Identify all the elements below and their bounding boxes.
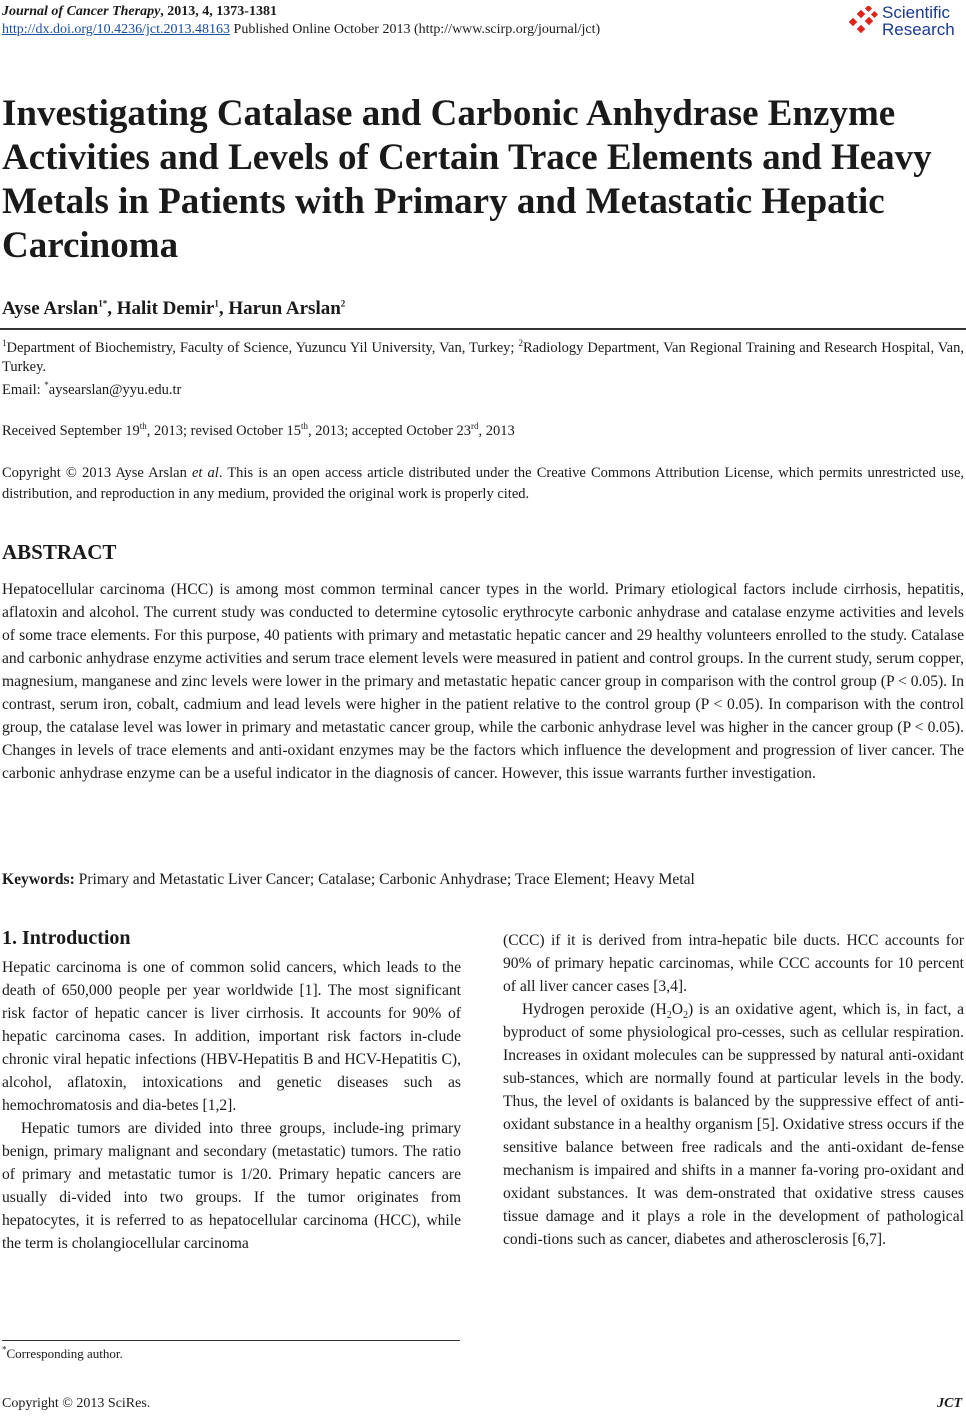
copyright-post: . This is an open access article distributed under the Creative Commons Attribution License, which permits unrestricted use, distribution, and reproduction in any medium, provided the original work is properly cited. (2, 465, 964, 502)
p4-sub-2: 2 (683, 1010, 689, 1022)
p4-part-c: ) is an oxidative agent, which is, in fact, a byproduct of some physiological pro-cesses, such as cellular respiration. Increases in oxidant molecules can be suppressed by natural anti-oxidant sub-stances, which are normally found at particular levels in the body. Thus, the level of oxidants is balanced by the suppressive effect of anti-oxidant substance in a healthy organism [5]. Oxidative stress occurs if the sensitive balance between free radicals and the anti-oxidant de-fense mechanism is impaired and shifts in a manner fa-voring pro-oxidant and oxidant substances. It was dem-onstrated that oxidative stress causes tissue damage and it plays a role in the development of pathological condi-tions such as cancer, diabetes and atherosclerosis [6,7]. (503, 1001, 964, 1248)
author-1-sup: 1* (98, 298, 108, 309)
affiliations (2, 339, 964, 377)
copyright-etal: et al (191, 465, 219, 481)
accepted-sup: rd (471, 421, 479, 432)
copyright-pre: Copyright © 2013 Ayse Arslan (2, 465, 192, 481)
author-divider (0, 328, 966, 330)
email-sup: * (44, 380, 49, 391)
logo-text (882, 4, 955, 38)
email-address[interactable]: aysearslan@yyu.edu.tr (48, 382, 182, 398)
footnote-sup: * (2, 1344, 7, 1355)
intro-heading: 1. Introduction (2, 927, 131, 949)
doi-link[interactable]: http://dx.doi.org/10.4236/jct.2013.48163 (2, 22, 231, 37)
author-2: , Halit Demir (107, 298, 215, 319)
dates-end: , 2013 (478, 423, 515, 439)
published-online: Published Online October 2013 (http://www.scirp.org/journal/jct) (230, 22, 601, 37)
revised-date: , 2013; revised October 15 (146, 423, 301, 439)
email-label: Email: (2, 382, 45, 398)
intro-paragraph-1: Hepatic carcinoma is one of common solid cancers, which leads to the death of 650,000 people per year worldwide [1]. The most significant risk factor of hepatic cancer is liver cirrhosis. It accounts for 90% of hepatic carcinoma cases. In addition, important risk factors in-clude chronic viral hepatic infections (HBV-Hepatitis B and HCV-Hepatitis C), alcohol, aflatoxin, intoxications and genetic diseases such as hemochromatosis and dia-betes [1,2]. (2, 959, 461, 1114)
article-title: Investigating Catalase and Carbonic Anhydrase Enzyme Activities and Levels of Certain Trace Elements and Heavy Metals in Patients with Primary and Metastatic Hepatic Carcinoma (2, 93, 932, 266)
footnote (2, 1346, 123, 1362)
email-line (2, 382, 181, 399)
copyright-notice (2, 463, 964, 505)
p4-part-a: Hydrogen peroxide (H (522, 1001, 667, 1018)
aff-1: Department of Biochemistry, Faculty of Science, Yuzuncu Yil University, Van, Turkey; (6, 340, 519, 356)
footer-journal: JCT (937, 1396, 962, 1411)
article-dates (2, 423, 515, 440)
aff-2: Radiology Department, Van Regional Training and Research Hospital, Van, Turkey. (2, 340, 964, 375)
page-header (2, 0, 962, 39)
intro-paragraph-2: Hepatic tumors are divided into three groups, include-ing primary benign, primary malignant and secondary (metastatic) tumors. The ratio of primary and metastatic tumor is 1/20. Primary hepatic cancers are usually di-vided into two groups. If the tumor originates from hepatocytes, it is referred to as hepatocellular carcinoma (HCC), while the term is cholangiocellular carcinoma (2, 1120, 461, 1252)
journal-name: Journal of Cancer Therapy (2, 4, 161, 19)
p4-sub-1: 2 (666, 1010, 672, 1022)
logo-mark-icon (848, 6, 878, 36)
author-3: , Harun Arslan (218, 298, 341, 319)
abstract-heading: ABSTRACT (2, 540, 117, 564)
received-sup: th (139, 421, 147, 432)
footer-copyright: Copyright © 2013 SciRes. (2, 1396, 151, 1411)
p4-part-b: O (671, 1001, 684, 1018)
abstract-text: Hepatocellular carcinoma (HCC) is among most common terminal cancer types in the world. Primary etiological factors include cirrhosis, hepatitis, aflatoxin and alcohol. The current study was conducted to determine cytosolic erythrocyte carbonic anhydrase and catalase enzyme activities and levels of some trace elements. For this purpose, 40 patients with primary and metastatic hepatic cancer and 29 healthy volunteers enrolled to the study. Catalase and carbonic anhydrase enzyme activities and serum trace element levels were measured in patient and control groups. In the current study, serum copper, magnesium, manganese and zinc levels were lower in the primary and metastatic hepatic cancer group in comparison with the control group (P < 0.05). In contrast, serum iron, cobalt, cadmium and lead levels were higher in the patient relative to the control group (P < 0.05). In comparison with the control group, the catalase level was lower in primary and metastatic cancer group, while the carbonic anhydrase level was higher in the cancer group (P < 0.05). Changes in levels of trace elements and anti-oxidant enzymes may be the factors which influence the development and progression of liver cancer. The carbonic anhydrase enzyme can be a useful indicator in the diagnosis of cancer. However, this issue warrants further investigation. (2, 581, 964, 782)
right-column (503, 929, 964, 1251)
journal-citation (2, 2, 962, 21)
accepted-date: , 2013; accepted October 23 (307, 423, 472, 439)
author-1: Ayse Arslan (2, 298, 99, 319)
doi-line (2, 21, 962, 39)
received-date: Received September 19 (2, 423, 140, 439)
scientific-research-logo (848, 4, 966, 44)
intro-paragraph-4 (503, 998, 964, 1251)
left-column (2, 925, 461, 1255)
page-footer (2, 1396, 964, 1412)
author-2-sup: 1 (214, 298, 219, 309)
aff-2-sup: 2 (518, 338, 523, 349)
keywords-label: Keywords: (2, 871, 75, 888)
intro-paragraph-3: (CCC) if it is derived from intra-hepatic bile ducts. HCC accounts for 90% of primary hepatic carcinomas, while CCC accounts for 10 percent of all liver cancer cases [3,4]. (503, 932, 964, 995)
logo-line-1: Scientific (882, 3, 951, 22)
footnote-divider (2, 1340, 460, 1341)
keywords (2, 871, 695, 889)
author-list (2, 298, 345, 320)
aff-1-sup: 1 (2, 338, 7, 349)
keywords-text: Primary and Metastatic Liver Cancer; Catalase; Carbonic Anhydrase; Trace Element; Heavy Metal (74, 871, 695, 888)
author-3-sup: 2 (340, 298, 346, 309)
logo-line-2: Research (882, 20, 955, 39)
journal-volume: , 2013, 4, 1373-1381 (160, 4, 277, 19)
footnote-text: Corresponding author. (6, 1346, 123, 1361)
revised-sup: th (300, 421, 308, 432)
